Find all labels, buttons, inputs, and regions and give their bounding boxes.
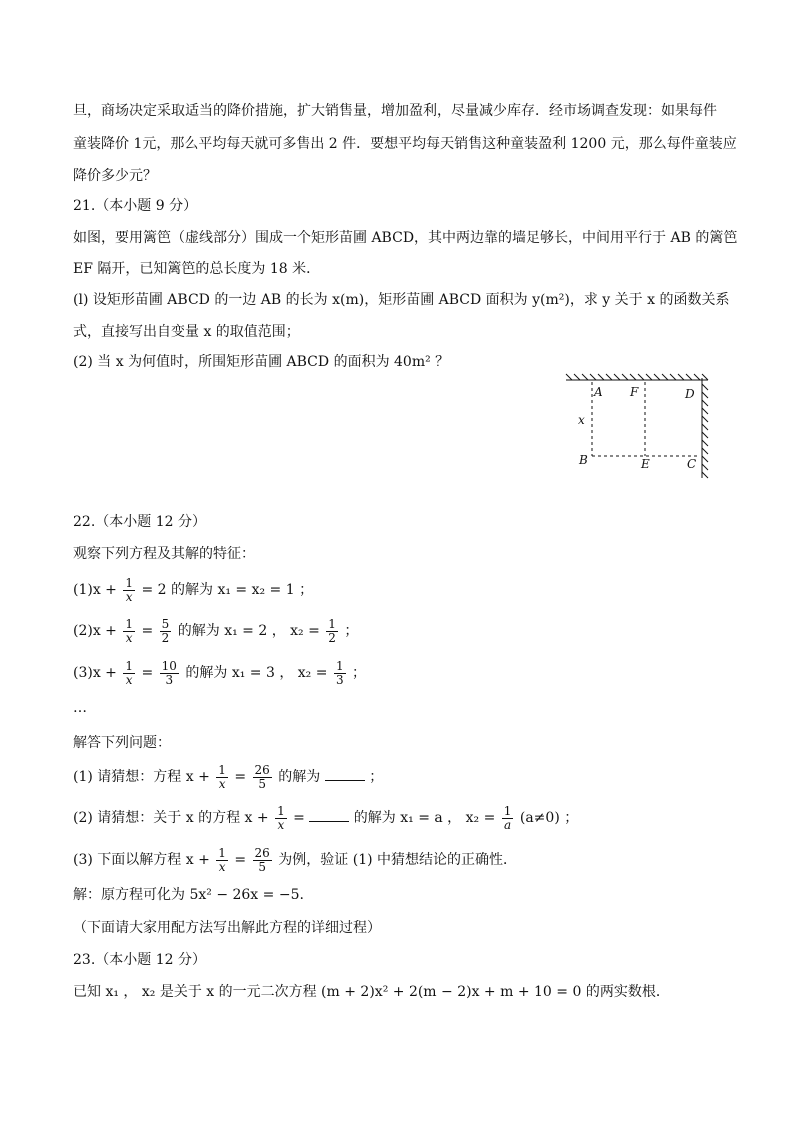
sub2-answer-blank[interactable]: [309, 807, 349, 822]
q22-eq2: [73, 617, 358, 645]
sub1-end: 的解为: [278, 769, 321, 785]
q22-sub3: [73, 846, 517, 874]
eq3-sol-num: 1: [335, 658, 344, 673]
q23-header: 23.（本小题 12 分）: [73, 952, 206, 968]
q21-part2: (2) 当 x 为何值时，所围矩形苗圃 ABCD 的面积为 40m² ？: [73, 354, 450, 370]
q21-stem-1: 如图，要用篱笆（虚线部分）围成一个矩形苗圃 ABCD，其中两边靠的墙足够长，中间用平行于 AB 的篱笆: [73, 230, 738, 246]
eq3-mid: 的解为 x₁ = 3 ， x₂ =: [185, 665, 328, 681]
eq3-sol-den: 3: [335, 672, 344, 687]
q22-eq3: [73, 659, 366, 687]
eq3-sol-fraction: [334, 660, 346, 687]
label-c: C: [687, 457, 697, 471]
q22-sub1: [73, 763, 383, 791]
eq3-fraction: [123, 660, 135, 687]
sub2-sol-num: 1: [503, 803, 512, 818]
label-f: F: [630, 385, 639, 399]
sub3-rhs-fraction: [253, 847, 272, 874]
eq2-num: 1: [125, 616, 134, 631]
intro-line-2: 童装降价 1元，那么平均每天就可多售出 2 件．要想平均每天销售这种童装盈利 1200 元，那么每件童装应: [73, 136, 737, 152]
eq2-fraction: [123, 618, 135, 645]
sub2-equals: =: [293, 810, 305, 826]
eq1-fraction: [123, 577, 135, 604]
sub3-rhs-den: 5: [258, 859, 266, 874]
q22-eq1: [73, 576, 313, 604]
eq3-equals: =: [141, 665, 154, 681]
wall-right-hatch: [702, 378, 708, 478]
eq1-den: x: [125, 589, 133, 604]
eq1-rest: = 2 的解为 x₁ = x₂ = 1 ；: [141, 582, 314, 598]
eq3-den: x: [125, 672, 133, 687]
eq2-prefix: (2)x +: [73, 623, 117, 639]
eq3-num: 1: [125, 658, 134, 673]
eq2-sol-fraction: [326, 618, 338, 645]
eq1-prefix: (1)x +: [73, 582, 117, 598]
eq2-equals: =: [141, 623, 154, 639]
q21-figure: [562, 372, 722, 482]
intro-line-1: 旦，商场决定采取适当的降价措施，扩大销售量，增加盈利，尽量减少库存．经市场调查发现：如果每件: [73, 103, 717, 119]
sub3-fraction: [216, 847, 228, 874]
sub1-prefix: (1) 请猜想：方程 x +: [73, 769, 210, 785]
q22-solution: 解：原方程可化为 5x² − 26x = −5.: [73, 887, 304, 903]
sub2-end: (a≠0) ；: [519, 810, 579, 826]
intro-line-3: 降价多少元？: [73, 168, 157, 184]
q22-answer-intro: 解答下列问题：: [73, 735, 171, 751]
label-x: x: [578, 413, 585, 427]
q23-stem: 已知 x₁ ， x₂ 是关于 x 的一元二次方程 (m + 2)x² + 2(m − 2)x + m + 10 = 0 的两实数根．: [73, 984, 670, 1000]
eq1-num: 1: [125, 575, 134, 590]
sub1-answer-blank[interactable]: [325, 766, 365, 781]
eq3-prefix: (3)x +: [73, 665, 117, 681]
sub2-sol-fraction: [502, 805, 514, 832]
eq2-rhs-fraction: [160, 618, 172, 645]
label-e: E: [641, 457, 650, 471]
sub1-rhs-num: 26: [254, 762, 270, 777]
q22-dots: …: [73, 700, 87, 716]
q21-header: 21.（本小题 9 分）: [73, 198, 198, 214]
eq2-sol-num: 1: [328, 616, 336, 631]
eq3-rhs-num: 10: [161, 658, 177, 673]
fence-dashed: [592, 382, 700, 456]
q22-note: （下面请大家用配方法写出解此方程的详细过程）: [73, 920, 381, 936]
eq2-den: x: [125, 630, 133, 645]
sub1-rhs-den: 5: [258, 776, 266, 791]
sub3-prefix: (3) 下面以解方程 x +: [73, 852, 210, 868]
sub1-tail: ；: [369, 769, 384, 785]
q22-header: 22.（本小题 12 分）: [73, 514, 206, 530]
sub2-num: 1: [277, 803, 285, 818]
sub1-equals: =: [234, 769, 247, 785]
q22-observe: 观察下列方程及其解的特征：: [73, 546, 255, 562]
q21-part1-line1: (l) 设矩形苗圃 ABCD 的一边 AB 的长为 x(m)，矩形苗圃 ABCD 面积为 y(m²)，求 y 关于 x 的函数关系: [73, 292, 730, 308]
sub1-den: x: [218, 776, 226, 791]
sub1-rhs-fraction: [253, 764, 272, 791]
eq2-mid: 的解为 x₁ = 2 ， x₂ =: [177, 623, 320, 639]
sub2-den: x: [277, 817, 285, 832]
sub3-den: x: [218, 859, 226, 874]
q22-sub2: [73, 804, 578, 832]
sub3-end: 为例，验证 (1) 中猜想结论的正确性．: [278, 852, 518, 868]
sub2-fraction: [275, 805, 287, 832]
eq2-sol-den: 2: [328, 630, 336, 645]
sub2-mid: 的解为 x₁ = a ， x₂ =: [353, 810, 496, 826]
eq3-rhs-fraction: [160, 660, 179, 687]
wall-top-hatch: [566, 374, 708, 380]
eq3-end: ；: [352, 665, 367, 681]
sub2-sol-den: a: [504, 817, 512, 832]
eq2-rhs-num: 5: [161, 616, 170, 631]
sub1-num: 1: [218, 762, 226, 777]
eq3-rhs-den: 3: [165, 672, 174, 687]
sub1-fraction: [216, 764, 228, 791]
sub2-prefix: (2) 请猜想：关于 x 的方程 x +: [73, 810, 269, 826]
label-d: D: [685, 387, 695, 401]
q21-part1-line2: 式，直接写出自变量 x 的取值范围；: [73, 324, 300, 340]
eq2-end: ；: [344, 623, 359, 639]
sub3-rhs-num: 26: [254, 845, 270, 860]
eq2-rhs-den: 2: [161, 630, 170, 645]
sub3-equals: =: [234, 852, 247, 868]
q21-stem-2: EF 隔开，已知篱笆的总长度为 18 米．: [73, 261, 321, 277]
label-a: A: [594, 385, 603, 399]
label-b: B: [579, 453, 588, 467]
sub3-num: 1: [218, 845, 226, 860]
